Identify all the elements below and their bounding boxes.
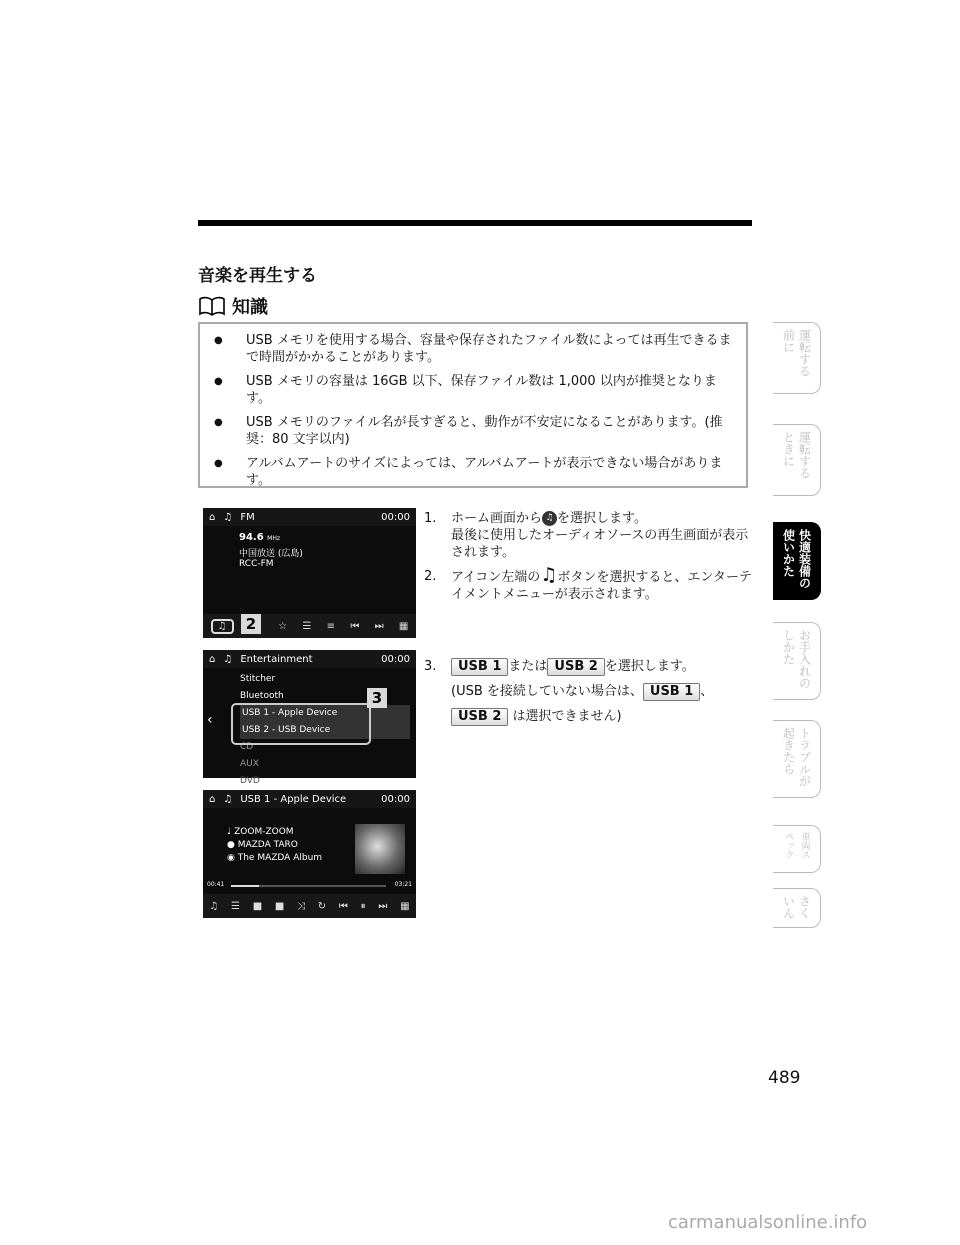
step-3 (424, 654, 752, 729)
music-note-icon: ♫ (540, 564, 558, 586)
artist-name: MAZDA TARO (237, 840, 298, 850)
book-icon (198, 296, 226, 316)
menu-item-cd[interactable]: CD (240, 742, 254, 752)
step-text: ホーム画面から (451, 511, 543, 526)
note-item: ● USB メモリを使用する場合、容量や保存されたファイル数によっては再生できるまで時間がかかることがあります。 (210, 332, 736, 366)
album-art (355, 824, 405, 874)
step-text: ボタンを選択すると、エンターテイメントメニューが表示されます。 (451, 570, 752, 602)
fm-screen (203, 508, 416, 638)
prev-icon[interactable]: ⏮ (338, 900, 348, 912)
step-number: 3. (424, 659, 437, 674)
page-number: 489 (768, 1068, 801, 1088)
song-icon: ♩ (227, 827, 235, 837)
usb1-key: USB 1 (451, 658, 508, 676)
knowledge-notes (198, 322, 748, 488)
knowledge-heading (198, 293, 268, 319)
note-item: ● USB メモリのファイル名が長すぎると、動作が不安定になることがあります。(推奨：80 文字以内) (210, 414, 736, 448)
tab-label: 快適装備の使いかた (781, 529, 812, 589)
fm-station-code: RCC-FM (239, 559, 274, 569)
audio-app-icon: ♫ (542, 511, 557, 526)
watermark: carmanualsonline.info (668, 1212, 868, 1233)
shuffle-icon[interactable]: ⤨ (297, 900, 306, 912)
step-2 (424, 564, 752, 603)
menu-item-stitcher[interactable]: Stitcher (240, 674, 276, 684)
menu-item-usb1[interactable]: USB 1 - Apple Device (240, 705, 410, 722)
ent-title: Entertainment (240, 653, 313, 665)
fm-title: FM (240, 511, 255, 523)
tab-maintenance[interactable] (773, 622, 821, 700)
usb1-key: USB 1 (643, 683, 700, 701)
section-title: 音楽を再生する (198, 266, 317, 286)
fm-title-bar (203, 508, 416, 526)
tab-label: お手入れのしかた (781, 629, 812, 689)
note-item: ● USB メモリの容量は 16GB 以下、保存ファイル数は 1,000 以内が推奨となります。 (210, 373, 736, 407)
usb-screen (203, 790, 416, 918)
music-button[interactable]: ♫ (211, 619, 234, 634)
next-icon[interactable]: ⏭ (374, 620, 384, 632)
top-rule (198, 220, 752, 226)
step-number: 1. (424, 511, 437, 526)
fm-toolbar (203, 614, 416, 638)
step-text: 、 (700, 684, 714, 699)
usb-title-bar (203, 790, 416, 808)
fm-station: 中国放送 (広島) (239, 549, 303, 559)
callout-3: 3 (367, 688, 387, 708)
entertainment-screen (203, 650, 416, 786)
menu-item-bluetooth[interactable]: Bluetooth (240, 691, 284, 701)
tab-label: 運転するときに (781, 431, 812, 479)
callout-2: 2 (241, 614, 261, 634)
fm-frequency: 94.6 (239, 532, 264, 543)
home-icon: ⌂ (209, 653, 216, 665)
step-1 (424, 510, 752, 561)
usb-clock: 00:00 (381, 793, 410, 805)
album-name: The MAZDA Album (237, 853, 323, 863)
tab-index[interactable] (773, 888, 821, 928)
progress-track[interactable] (231, 885, 386, 887)
artist-icon: ● (227, 840, 238, 850)
fm-frequency-row (239, 532, 280, 543)
step-text: を選択します。 (557, 511, 647, 526)
step-text: または (508, 659, 548, 674)
tab-comfort-features[interactable] (773, 522, 821, 600)
fm-unit: MHz (267, 535, 281, 542)
home-icon: ⌂ (209, 793, 216, 805)
pause-icon[interactable]: ⏸ (360, 900, 366, 912)
equalizer-icon[interactable]: ▦ (398, 620, 409, 632)
repeat-icon[interactable]: ↻ (317, 900, 327, 912)
step-text: を選択します。 (604, 659, 695, 674)
menu-item-usb2[interactable]: USB 2 - USB Device (240, 722, 410, 739)
favorite-icon[interactable]: ☆ (278, 620, 288, 632)
tab-label: さくいん (781, 895, 812, 919)
music-note-icon: ♫ (223, 793, 233, 805)
folder-icon[interactable]: ■ (252, 900, 263, 912)
usb2-key: USB 2 (547, 658, 604, 676)
prev-icon[interactable]: ⏮ (350, 620, 360, 632)
menu-item-dvd[interactable]: DVD (240, 776, 260, 786)
tab-troubleshooting[interactable] (773, 720, 821, 798)
knowledge-label: 知識 (232, 297, 268, 318)
tab-before-driving[interactable] (773, 322, 821, 394)
step-number: 2. (424, 569, 437, 584)
note-item: ● アルバムアートのサイズによっては、アルバムアートが表示できない場合があります。 (210, 455, 736, 489)
tune-icon[interactable]: ☰ (302, 620, 312, 632)
step-text: アイコン左端の (451, 570, 541, 585)
total-time: 03:21 (394, 881, 412, 888)
usb2-key: USB 2 (451, 708, 508, 726)
album-icon: ◉ (227, 853, 238, 863)
back-chevron-icon[interactable]: ‹ (207, 712, 213, 728)
usb-toolbar (203, 894, 416, 918)
usb-title: USB 1 - Apple Device (240, 793, 347, 805)
step-note: 最後に使用したオーディオソースの再生画面が表示されます。 (451, 528, 749, 560)
music-note-icon: ♫ (223, 511, 233, 523)
progress-fill (231, 885, 259, 887)
step-text: (USB を接続していない場合は、 (451, 684, 643, 699)
tab-label: 運転する前に (781, 329, 812, 377)
ent-clock: 00:00 (381, 653, 410, 665)
menu-item-aux[interactable]: AUX (240, 759, 259, 769)
music-button[interactable]: ♫ (209, 900, 219, 912)
step-text: は選択できません) (512, 709, 622, 724)
equalizer-icon[interactable]: ▦ (400, 900, 410, 912)
scan-icon[interactable]: ≡ (326, 620, 336, 632)
elapsed-time: 00:41 (207, 881, 225, 888)
home-icon: ⌂ (209, 511, 216, 523)
next-icon[interactable]: ⏭ (378, 900, 388, 912)
usb-highlight-frame (231, 703, 371, 745)
list-icon[interactable]: ☰ (231, 900, 241, 912)
tab-label: トラブルが起きたら (781, 727, 812, 787)
tab-vehicle-specs[interactable] (773, 825, 821, 873)
music-note-icon: ♫ (223, 653, 233, 665)
tab-label: 車両スペック (783, 832, 810, 859)
folder-up-icon[interactable]: ■ (274, 900, 285, 912)
song-title: ZOOM-ZOOM (234, 827, 294, 837)
ent-title-bar (203, 650, 416, 668)
fm-clock: 00:00 (381, 511, 410, 523)
track-info (227, 826, 322, 865)
tab-while-driving[interactable] (773, 424, 821, 496)
